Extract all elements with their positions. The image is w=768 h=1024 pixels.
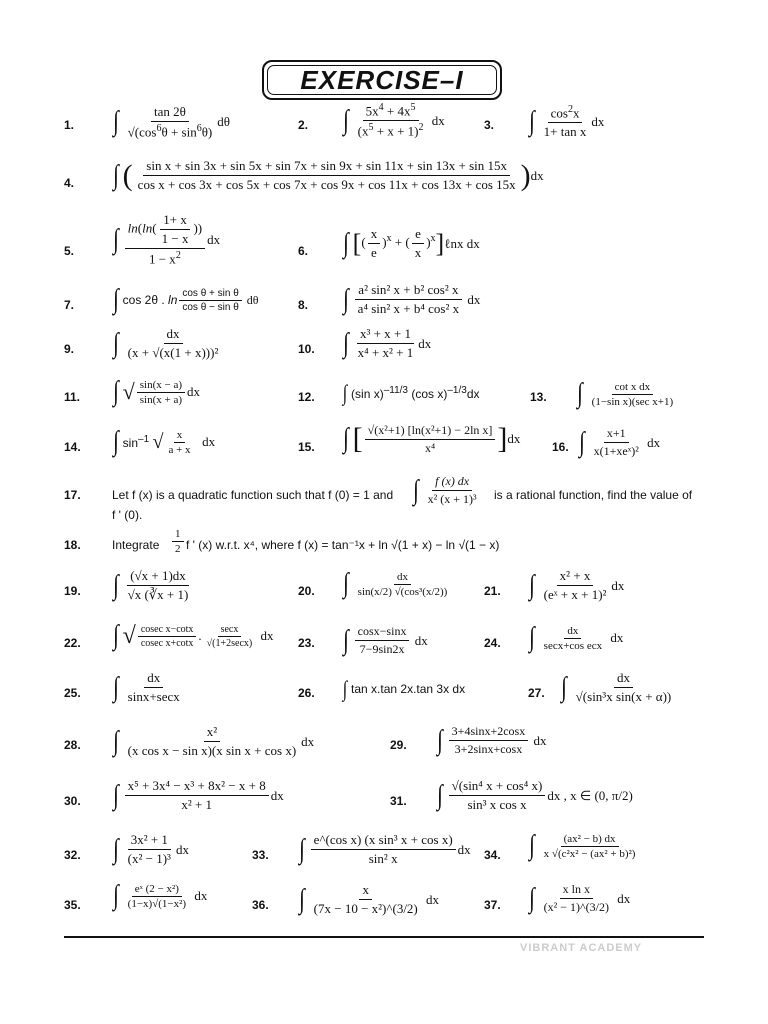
integral-sign: ∫ [436, 724, 443, 756]
integral-sign: ∫ [112, 106, 119, 138]
problem-3: ∫ $\frac{\cos^2x}{\text{1+ tan x}}$ dx [528, 104, 605, 140]
half-fraction: $\frac{1}{2}$ [172, 528, 184, 555]
integral-sign: ∫ [112, 327, 119, 359]
problem-19: ∫ $\frac{(√x + 1)dx}{√x (∛x + 1)}$ [112, 568, 189, 602]
problem-number: 5. [64, 244, 75, 258]
problem-12: ∫ (sin x)$^{-11/3}$ (cos x)$^{-1/3}$dx [342, 380, 480, 405]
problem-18-text-b: f ' (x) w.r.t. x⁴, where f (x) = tan⁻¹x + ln √(1 + x) − ln √(1 − x) [186, 538, 500, 552]
exercise-title: EXERCISE–I [300, 64, 464, 95]
problem-4: ∫ ( sin x + sin 3x + sin 5x + sin 7x + sin 9x + sin 11x + sin 13x + sin 15x cos x + cos 3x + cos 5x + cos 7x + cos 9x + cos 11x + cos 13x + cos 15x ) dx [112, 158, 544, 192]
problem-number: 31. [390, 794, 407, 808]
integral-sign: ∫ [112, 426, 119, 457]
problem-6: ∫ [ ( $\frac{x}{e}$ )$^x$ + ( $\frac{e}{x}$ )$^x$ ] ℓnx dx [342, 226, 480, 260]
integral-sign: ∫ [342, 283, 349, 315]
integral-sign: ∫ [112, 569, 119, 601]
problem-26: ∫ tan x.tan 2x.tan 3x dx [342, 676, 466, 701]
problem-17-integral: ∫ $\frac{f (x) dx}{\text{x² (x + 1)³}}$ [412, 474, 477, 506]
exercise-title-box [262, 60, 502, 100]
integral-sign: ∫ [528, 622, 535, 653]
problem-29: ∫ $\frac{3+4\sin x+2\cos x}{3+2\sin x+\cos x}$ dx [436, 724, 547, 756]
problem-number: 24. [484, 636, 501, 650]
problem-23: ∫ $\frac{\cos x-\sin x}{7-9\sin 2x}$ dx [342, 624, 428, 656]
problem-16: ∫ $\frac{x+1}{\text{x(1+xeˣ)²}}$ dx [578, 426, 661, 458]
problem-37: ∫ $\frac{\text{x ln x}}{\text{(x² − 1)\textasciicircum{}(3/2)}}$ dx [528, 882, 631, 914]
problem-15: ∫ [ $\frac{\text{√(x²+1) [ln(x²+1) − 2ln x]}}{\text{x⁴}}$ ] dx [342, 422, 521, 455]
problem-28: ∫ $\frac{\text{x²}}{\text{(x cos x − sin x)(x sin x + cos x)}}$ dx [112, 724, 315, 758]
problem-22: ∫ √ $\frac{\text{cosec x−cotx}}{\text{cosec x+cotx}}$ . $\frac{\sec x}{√(1+2\sec x)}$ dx [112, 620, 274, 651]
integral-sign: ∫ [112, 620, 119, 651]
problem-number: 26. [298, 686, 315, 700]
integral-sign: ∫ [342, 227, 349, 259]
problem-8: ∫ $\frac{\text{a² sin² x + b² cos² x}}{\text{a⁴ sin² x + b⁴ cos² x}}$ dx [342, 282, 481, 316]
problem-number: 12. [298, 390, 315, 404]
problem-number: 19. [64, 584, 81, 598]
problem-number: 37. [484, 898, 501, 912]
problem-24: ∫ $\frac{dx}{\text{secx+cos ecx}}$ dx [528, 622, 624, 653]
problem-9: ∫ $\frac{dx}{\text{(x + √(x(1 + x)))²}}$ [112, 326, 219, 360]
problem-7: ∫ cos 2θ . ln $\frac{\text{cos θ + sin θ}}{\text{cos θ − sin θ}}$ dθ [112, 284, 259, 315]
problem-number: 11. [64, 390, 81, 404]
problem-number: 18. [64, 538, 81, 552]
problem-number: 33. [252, 848, 269, 862]
problem-number: 30. [64, 794, 81, 808]
problem-21: ∫ $\frac{\text{x² + x}}{\text{(eˣ + x + 1)²}}$ dx [528, 568, 625, 602]
integral-sign: ∫ [112, 159, 119, 191]
integral-sign: ∫ [528, 106, 535, 138]
problem-number: 1. [64, 118, 75, 132]
problem-number: 15. [298, 440, 315, 454]
problem-32: ∫ $\frac{\text{3x² + 1}}{\text{(x² − 1)³}}$ dx [112, 832, 189, 866]
problem-number: 20. [298, 584, 315, 598]
problem-number: 16. [552, 440, 569, 454]
integral-sign: ∫ [112, 725, 119, 757]
problem-number: 21. [484, 584, 501, 598]
problem-number: 29. [390, 738, 407, 752]
problem-11: ∫ √ $\frac{\sin(x - a)}{\sin(x + a)}$ dx [112, 376, 200, 407]
integral-sign: ∫ [528, 830, 535, 861]
problem-27: ∫ $\frac{dx}{\text{√(sin³x sin(x + α))}}$ [560, 670, 672, 704]
problem-number: 27. [528, 686, 545, 700]
integral-sign: ∫ [342, 423, 349, 454]
problem-number: 8. [298, 298, 309, 312]
integral-sign: ∫ [298, 883, 305, 915]
problem-25: ∫ $\frac{dx}{\sin x+\sec x}$ [112, 670, 180, 704]
problem-35: ∫ $\frac{\text{eˣ (2 − x²)}}{\text{(1−x)√(1−x²)}}$ dx [112, 880, 208, 911]
integral-sign: ∫ [528, 882, 535, 914]
integral-sign: ∫ [342, 568, 349, 599]
problem-20: ∫ $\frac{dx}{\text{sin(x/2) √(cos³(x/2))}}$ [342, 568, 448, 599]
problem-17-text-c: f ' (0). [112, 508, 143, 522]
bottom-rule [64, 936, 704, 938]
problem-number: 3. [484, 118, 495, 132]
problem-number: 25. [64, 686, 81, 700]
problem-1: ∫ $\frac{\tan 2\theta}{√(\cos^6\theta + \sin^6\theta)}$ dθ [112, 104, 230, 140]
exercise-title-inner [267, 65, 497, 95]
problem-36: ∫ $\frac{x}{\text{(7x − 10 − x²)\textasciicircum{}(3/2)}}$ dx [298, 882, 440, 916]
problem-number: 6. [298, 244, 309, 258]
integral-sign: ∫ [576, 378, 583, 409]
integral-sign: ∫ [112, 223, 119, 255]
problem-number: 28. [64, 738, 81, 752]
problem-31: ∫ $\frac{\text{√(sin⁴ x + cos⁴ x)}}{\text{sin³ x cos x}}$ dx , x ∈ (0, π/2) [436, 778, 633, 812]
problem-13: ∫ $\frac{\text{cot x dx}}{\text{(1−sin x)(sec x+1)}}$ [576, 378, 674, 409]
integral-sign: ∫ [342, 380, 348, 405]
integral-sign: ∫ [112, 284, 119, 315]
problem-number: 9. [64, 342, 75, 356]
integral-sign: ∫ [528, 569, 535, 601]
problem-14: ∫ $\sin^{-1}$ √ $\frac{x}{a + x}$ dx [112, 426, 216, 457]
problem-34: ∫ $\frac{\text{(ax² − b) dx}}{\text{x √(c²x² − (ax² + b)²)}}$ [528, 830, 636, 861]
integral-sign: ∫ [578, 426, 585, 458]
problem-number: 23. [298, 636, 315, 650]
integral-sign: ∫ [112, 779, 119, 811]
integral-sign: ∫ [342, 624, 349, 656]
problem-number: 14. [64, 440, 81, 454]
problem-number: 32. [64, 848, 81, 862]
problem-number: 2. [298, 118, 309, 132]
problem-30: ∫ $\frac{\text{x⁵ + 3x⁴ − x³ + 8x² − x + 8}}{\text{x² + 1}}$ dx [112, 778, 284, 812]
problem-18-text: Integrate [112, 538, 160, 552]
problem-number: 17. [64, 488, 81, 502]
integral-sign: ∫ [112, 671, 119, 703]
problem-number: 36. [252, 898, 269, 912]
integral-sign: ∫ [412, 474, 419, 506]
problem-10: ∫ $\frac{\text{x³ + x + 1}}{\text{x⁴ + x² + 1}}$ dx [342, 326, 432, 360]
problem-number: 7. [64, 298, 75, 312]
integral-sign: ∫ [436, 779, 443, 811]
integral-sign: ∫ [112, 376, 119, 407]
problem-number: 22. [64, 636, 81, 650]
problem-number: 4. [64, 176, 75, 190]
watermark-logo: VIBRANT ACADEMY [520, 942, 643, 954]
integral-sign: ∫ [342, 104, 349, 136]
problem-number: 13. [530, 390, 547, 404]
problem-5: ∫ ln(ln( $\frac{1+ x}{1 - x}$ )) $1 - x^2$ dx [112, 212, 221, 267]
integral-sign: ∫ [560, 671, 567, 703]
integral-sign: ∫ [112, 833, 119, 865]
integral-sign: ∫ [342, 676, 348, 701]
problem-number: 10. [298, 342, 315, 356]
problem-17-text-a: Let f (x) is a quadratic function such that f (0) = 1 and [112, 488, 394, 502]
integral-sign: ∫ [342, 327, 349, 359]
problem-number: 34. [484, 848, 501, 862]
problem-2: ∫ $\frac{5x^4 + 4x^5}{(x^5 + x + 1)^2}$ dx [342, 102, 445, 139]
problem-17-text-b: is a rational function, find the value of [494, 488, 693, 502]
problem-33: ∫ $\frac{\text{e\textasciicircum{}(cos x) (x sin³ x + cos x)}}{\text{sin² x}}$ dx [298, 832, 471, 866]
integral-sign: ∫ [298, 833, 305, 865]
integral-sign: ∫ [112, 880, 119, 911]
problem-number: 35. [64, 898, 81, 912]
